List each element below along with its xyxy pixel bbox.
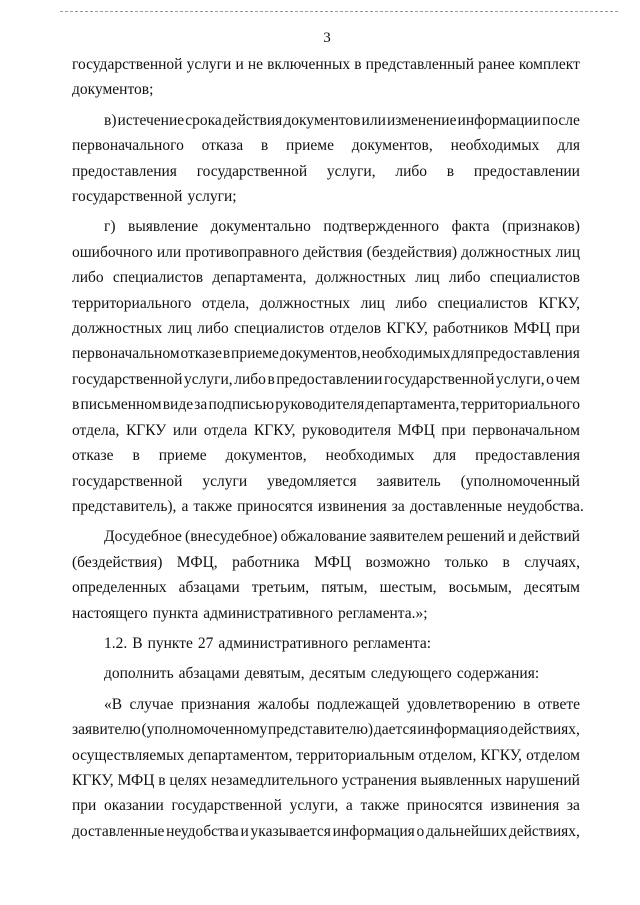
- word: отказе: [72, 447, 114, 465]
- word: в: [132, 447, 140, 465]
- word: при: [72, 797, 97, 815]
- word: нарушений: [505, 771, 580, 789]
- word: либо: [395, 162, 428, 180]
- word: услуги,: [184, 370, 233, 388]
- word: представленный: [365, 56, 474, 73]
- word: государственной: [72, 188, 183, 206]
- text-line: [72, 550, 580, 575]
- word: КГКУ,: [72, 771, 114, 789]
- word: действиях,: [508, 822, 580, 840]
- word: первоначального: [72, 137, 184, 155]
- word: работников: [433, 320, 509, 338]
- word: лиц: [415, 269, 440, 287]
- word: КГКУ: [125, 421, 167, 439]
- word: специалистов: [112, 269, 204, 287]
- word: лиц: [167, 320, 192, 338]
- text-line: [72, 291, 580, 316]
- word: приносятся: [237, 497, 313, 515]
- word: лиц: [555, 243, 580, 261]
- text-line: [72, 392, 580, 417]
- word: государственной: [196, 162, 308, 180]
- word: и: [235, 56, 244, 73]
- word: (бездействия): [72, 553, 163, 571]
- word: противоправного: [185, 243, 299, 261]
- word: отказе: [180, 345, 222, 363]
- word: государственной: [171, 797, 282, 815]
- word: заявитель: [376, 472, 441, 490]
- word: пятым,: [321, 579, 368, 597]
- word: оказании: [104, 797, 164, 815]
- word: приносятся: [406, 797, 483, 815]
- word: третьим,: [251, 579, 310, 597]
- text-line: [72, 743, 580, 768]
- word: в: [267, 370, 275, 388]
- word: приеме: [158, 447, 207, 465]
- word: за: [566, 797, 580, 815]
- word: 27: [197, 634, 214, 652]
- word: территориального: [460, 396, 580, 414]
- word: или: [156, 243, 182, 261]
- word: в: [72, 396, 80, 414]
- text-line: [72, 316, 580, 341]
- text-line: [72, 133, 580, 158]
- text-line: [72, 159, 580, 184]
- word: настоящего: [72, 604, 148, 622]
- word: подписью: [208, 396, 275, 414]
- word: следующего: [370, 665, 452, 683]
- word: чем: [555, 370, 580, 388]
- word: ошибочного: [72, 243, 153, 261]
- text-line: [72, 575, 580, 600]
- word: факта: [451, 218, 490, 236]
- text-line: [72, 52, 580, 77]
- word: (уполномоченный: [460, 472, 580, 490]
- word: шестым,: [379, 579, 437, 597]
- word: ответе: [537, 695, 580, 713]
- word: услуги;: [187, 188, 237, 206]
- word: руководителя: [302, 421, 392, 439]
- text-line: [72, 77, 580, 102]
- word: в: [446, 162, 455, 180]
- word: доставленные: [72, 822, 165, 840]
- word: выявление: [128, 218, 199, 236]
- word: отдела,: [72, 421, 120, 439]
- word: в: [502, 553, 510, 571]
- word: письменном: [80, 396, 162, 414]
- word: уведомляется: [267, 472, 357, 490]
- word: информации: [457, 111, 541, 129]
- word: истечение: [117, 111, 185, 129]
- word: не: [247, 56, 264, 73]
- word: дополнить: [104, 665, 174, 683]
- text-line: [72, 717, 580, 742]
- word: десятым: [309, 665, 366, 683]
- word: абзацами: [178, 579, 240, 597]
- word: услуги: [202, 472, 248, 490]
- word: случаях,: [524, 553, 580, 571]
- word: о: [546, 370, 554, 388]
- word: необходимых: [361, 345, 451, 363]
- word: либо: [448, 269, 481, 287]
- word: (внесудебное): [185, 528, 278, 546]
- word: или: [361, 111, 386, 129]
- word: КГКУ,: [480, 746, 523, 764]
- word: в: [222, 345, 231, 363]
- word: либо: [72, 269, 104, 287]
- word: либо: [197, 320, 229, 338]
- word: подтвержденного: [323, 218, 440, 236]
- word: территориальным: [296, 746, 415, 764]
- word: дается: [373, 721, 417, 739]
- word: признания: [180, 695, 251, 713]
- word: пункте: [147, 634, 193, 652]
- word: необходимых: [450, 137, 540, 155]
- word: специалистов: [437, 294, 528, 312]
- word: выявленных: [420, 771, 502, 789]
- word: документов;: [72, 81, 154, 99]
- word: документов: [283, 111, 361, 129]
- word: первоначальном: [72, 345, 180, 363]
- word: г): [104, 218, 116, 236]
- text-line: [72, 443, 580, 468]
- word: МФЦ: [513, 320, 551, 338]
- word: виде: [162, 396, 194, 414]
- word: представителю): [268, 721, 374, 739]
- word: восьмым,: [448, 579, 512, 597]
- paragraph: [72, 692, 580, 844]
- word: государственной: [383, 370, 495, 388]
- word: десятым: [523, 579, 580, 597]
- word: извинения: [490, 797, 560, 815]
- text-line: [72, 184, 580, 209]
- text-line: [72, 265, 580, 290]
- paragraph: [72, 214, 584, 519]
- word: документов,: [351, 137, 433, 155]
- word: в: [354, 56, 362, 73]
- word: КГКУ,: [538, 294, 580, 312]
- word: предоставлении: [276, 370, 383, 388]
- word: (признаков): [502, 218, 580, 236]
- word: КГКУ,: [253, 421, 296, 439]
- paragraph: [72, 631, 580, 656]
- word: должностных: [315, 269, 407, 287]
- text-line: [72, 661, 580, 686]
- text-line: [72, 341, 580, 366]
- word: возможно: [365, 553, 431, 571]
- word: В: [132, 634, 143, 652]
- word: государственной: [72, 370, 183, 388]
- word: ранее: [478, 56, 515, 73]
- word: услуги,: [495, 370, 545, 388]
- word: извинения: [317, 497, 387, 515]
- text-line: [72, 418, 580, 443]
- word: в): [104, 111, 117, 129]
- word: доставленные: [409, 497, 503, 515]
- word: необходимых: [325, 447, 415, 465]
- word: для: [433, 447, 457, 465]
- word: предоставления: [72, 162, 177, 180]
- word: только: [444, 553, 489, 571]
- word: незамедлительного: [210, 771, 338, 789]
- word: также: [360, 797, 400, 815]
- word: (уполномоченному: [141, 721, 268, 739]
- text-line: [72, 214, 580, 239]
- word: отказа: [201, 137, 244, 155]
- word: лиц: [360, 294, 385, 312]
- word: МФЦ: [397, 421, 435, 439]
- word: для: [557, 137, 580, 155]
- word: информация: [417, 721, 500, 739]
- word: государственной: [72, 472, 183, 490]
- word: действиях,: [508, 721, 580, 739]
- word: специалистов: [233, 320, 325, 338]
- word: (бездействия): [366, 243, 458, 261]
- text-line: [72, 692, 580, 717]
- word: содержания:: [456, 665, 540, 683]
- word: должностных: [259, 294, 351, 312]
- word: после: [541, 111, 580, 129]
- word: либо: [395, 294, 428, 312]
- word: документов,: [279, 345, 361, 363]
- word: отделом,: [418, 746, 477, 764]
- word: приеме: [231, 345, 279, 363]
- word: целях: [169, 771, 208, 789]
- word: пункта: [152, 604, 199, 622]
- text-line: [72, 240, 580, 265]
- word: отдела: [203, 421, 248, 439]
- word: случае: [129, 695, 174, 713]
- word: определенных: [72, 579, 167, 597]
- word: а: [345, 797, 353, 815]
- word: действия: [303, 243, 363, 261]
- word: отдела,: [201, 294, 250, 312]
- word: указывается: [250, 822, 331, 840]
- word: девятым,: [244, 665, 305, 683]
- word: при: [441, 421, 466, 439]
- word: или: [172, 421, 198, 439]
- word: услуги: [186, 56, 232, 73]
- word: неудобства: [166, 822, 239, 840]
- word: изменение: [386, 111, 457, 129]
- word: документально: [210, 218, 311, 236]
- word: удовлетворению: [406, 695, 516, 713]
- word: информация: [332, 822, 415, 840]
- word: подлежащей: [316, 695, 400, 713]
- word: департамента,: [365, 396, 460, 414]
- word: МФЦ: [314, 553, 352, 571]
- word: а: [181, 497, 189, 515]
- word: в: [158, 771, 166, 789]
- text-line: [72, 601, 580, 626]
- word: срока: [185, 111, 222, 129]
- word: и: [240, 822, 249, 840]
- word: Досудебное: [104, 528, 182, 546]
- word: МФЦ: [117, 771, 155, 789]
- word: о: [416, 822, 425, 840]
- word: территориального: [72, 294, 192, 312]
- word: обжалование: [280, 528, 367, 546]
- text-line: [72, 494, 584, 519]
- text-line: [72, 524, 580, 549]
- word: для: [451, 345, 475, 363]
- word: действия: [222, 111, 283, 129]
- word: заявителем: [369, 528, 444, 546]
- word: 1.2.: [104, 634, 128, 652]
- text-line: [72, 367, 580, 392]
- word: при: [555, 320, 580, 338]
- word: действий: [519, 528, 580, 546]
- word: за: [194, 396, 208, 414]
- top-scan-rule: [60, 11, 618, 12]
- paragraph: [72, 52, 580, 103]
- word: включенных: [267, 56, 351, 73]
- word: за: [391, 497, 405, 515]
- word: работника: [232, 553, 300, 571]
- word: отделов: [329, 320, 382, 338]
- word: представитель),: [72, 497, 177, 515]
- paragraph: [72, 661, 580, 686]
- word: специалистов: [489, 269, 580, 287]
- word: в: [523, 695, 531, 713]
- word: жалобы: [257, 695, 310, 713]
- word: услуги,: [326, 162, 376, 180]
- word: КГКУ,: [386, 320, 428, 338]
- word: документов,: [225, 447, 307, 465]
- paragraph: [72, 524, 580, 626]
- text-line: [72, 793, 580, 818]
- text-line: [72, 819, 580, 844]
- word: «В: [104, 695, 123, 713]
- word: предоставления: [475, 447, 580, 465]
- word: предоставлении: [473, 162, 580, 180]
- word: также: [193, 497, 233, 515]
- text-line: [72, 768, 580, 793]
- word: руководителя: [275, 396, 365, 414]
- word: решений: [446, 528, 505, 546]
- page-number: 3: [323, 30, 331, 46]
- word: неудобства.: [507, 497, 584, 515]
- document-body: [72, 52, 584, 844]
- word: комплект: [518, 56, 580, 73]
- word: административного: [203, 604, 333, 622]
- word: предоставления: [475, 345, 580, 363]
- text-line: [72, 108, 580, 133]
- word: должностных: [461, 243, 552, 261]
- word: административного: [218, 634, 349, 652]
- text-line: [72, 469, 580, 494]
- word: государственной: [72, 56, 183, 73]
- word: абзацами: [178, 665, 240, 683]
- word: приеме: [286, 137, 334, 155]
- word: в: [260, 137, 269, 155]
- word: о: [500, 721, 509, 739]
- word: устранения: [341, 771, 417, 789]
- word: либо: [234, 370, 266, 388]
- word: департаментом,: [188, 746, 293, 764]
- text-line: [72, 631, 580, 656]
- word: департамента,: [212, 269, 307, 287]
- word: и: [507, 528, 517, 546]
- word: регламента:: [353, 634, 432, 652]
- word: дальнейших: [425, 822, 508, 840]
- word: МФЦ,: [176, 553, 218, 571]
- word: первоначальном: [472, 421, 580, 439]
- paragraph: [72, 108, 580, 210]
- word: услуги,: [289, 797, 339, 815]
- word: регламента.»;: [337, 604, 428, 622]
- word: должностных: [72, 320, 163, 338]
- word: осуществляемых: [72, 746, 185, 764]
- word: отделом: [526, 746, 580, 764]
- word: заявителю: [72, 721, 141, 739]
